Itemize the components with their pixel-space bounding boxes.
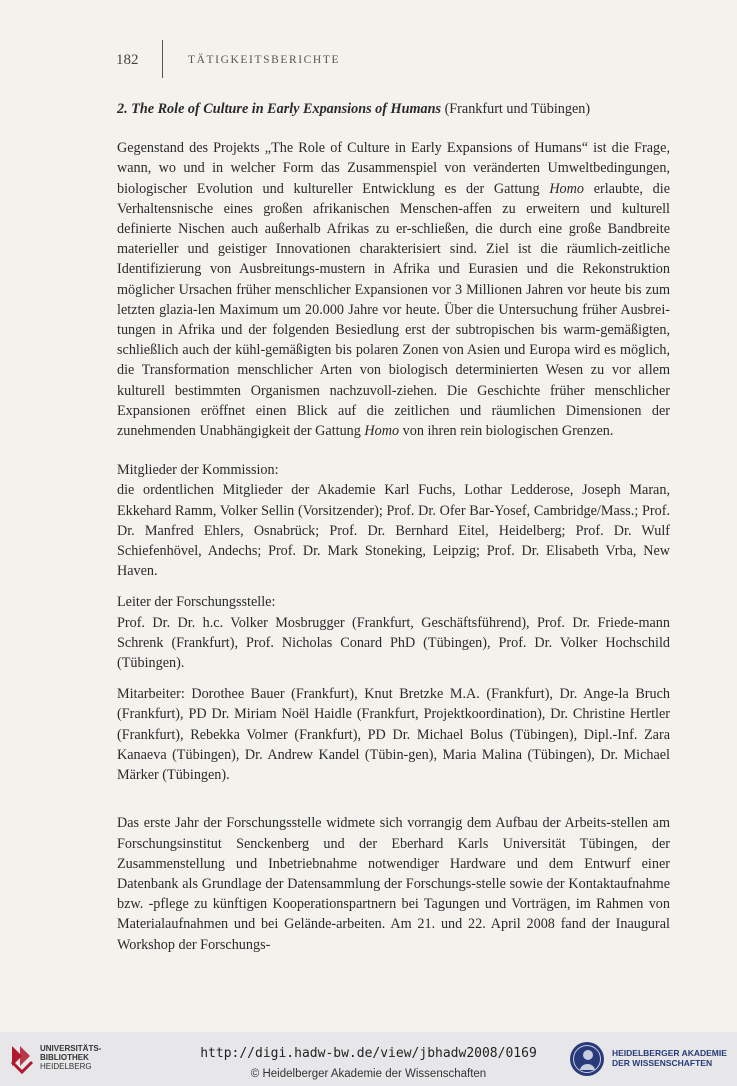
document-body [117, 99, 670, 955]
leaders-label: Leiter der Forschungsstelle: [117, 594, 276, 611]
page-number: 182 [116, 52, 139, 68]
running-title: TÄTIGKEITSBERICHTE [188, 54, 341, 66]
italic-term: Homo [549, 180, 584, 197]
text-run: erlaubte, die Verhaltensnische eines großen afrikanischen Menschen-affen zu erweitern und kulturell definierte Nischen auch außerhalb Afrikas zu er-schließen, die durch eine große Bandbreite materieller und geistiger Innovationen charakterisiert sind. Ziel ist die räumlich-zeitliche Identifizierung von Ausbreitungs-mustern in Afrika und Eurasien und die Rekonstruktion möglicher Ursachen früher menschlicher Expansionen vor 3 Millionen Jahren vor heute bis zum letzten glazia-len Maximum um 20.000 Jahre vor heute. Über die Untersuchung früher Ausbrei-tungen in Afrika und der folgenden Besiedlung erst der subtropischen bis warm-gemäßigten, schließlich auch der kühl-gemäßigten bis polaren Zonen von Asien und Europa wird es möglich, die Transformation menschlicher Arten von biologisch determinierten Wesen zu vor allem kulturell bestimmten Organismen nachzuvoll-ziehen. Die Geschichte früher menschlicher Expansionen eröffnet einen Blick auf die zeitlichen und räumlichen Dimensionen der zunehmenden Unabhängigkeit der Gattung [117, 180, 670, 440]
members-label: Mitglieder der Kommission: [117, 462, 279, 479]
paragraph-first-year: Das erste Jahr der Forschungsstelle widmete sich vorrangig dem Aufbau der Arbeits-stellen am Forschungsinstitut Senckenberg und der Eberhard Karls Universität Tübingen, der Zusammenstellung und Inbetriebnahme notwendiger Hardware und dem Entwurf einer Datenbank als Grundlage der Datensammlung der Forschungs-stelle sowie der Kontaktaufnahme bzw. -pflege zu künftigen Kooperationspartnern bei Tagungen und Vorträgen, im Rahmen von Materialaufnahmen und bei Gelände-arbeiten. Am 21. und 22. April 2008 fand der Inaugural Workshop der Forschungs- [117, 815, 670, 953]
text-run: Gegenstand des Projekts „The Role of Culture in Early Expansions of Humans“ ist die Frage, wann, wo und in welcher Form das Zusammenspiel von veränderten Umweltbedingungen, biologischer Evolution und kultureller Entwicklung es der Gattung [117, 140, 670, 197]
copyright-notice: © Heidelberger Akademie der Wissenschaften [250, 1068, 487, 1080]
section-title: 2. The Role of Culture in Early Expansions of Humans [117, 101, 442, 117]
digitization-footer [0, 1032, 737, 1086]
ub-line3: HEIDELBERG [40, 1062, 92, 1071]
academy-line1: HEIDELBERGER AKADEMIE [612, 1048, 727, 1058]
ub-line2: BIBLIOTHEK [40, 1053, 89, 1062]
permalink-url[interactable]: http://digi.hadw-bw.de/view/jbhadw2008/0169 [200, 1046, 537, 1061]
italic-term: Homo [364, 423, 400, 440]
academy-line2: DER WISSENSCHAFTEN [612, 1058, 713, 1068]
members-list: die ordentlichen Mitglieder der Akademie Karl Fuchs, Lothar Ledderose, Joseph Maran, Ekkehard Ramm, Volker Sellin (Vorsitzender); Prof. Dr. Ofer Bar-Yosef, Cambridge/Mass.; Prof. Dr. Manfred Ehlers, Osnabrück; Prof. Dr. Bernhard Eitel, Heidelberg; Prof. Dr. Wulf Schiefenhövel, Andechs; Prof. Dr. Mark Stoneking, Leipzig; Prof. Dr. Elisabeth Vrba, New Haven. [117, 482, 670, 580]
page-header [116, 52, 676, 72]
leaders-list: Prof. Dr. Dr. h.c. Volker Mosbrugger (Frankfurt, Geschäftsführend), Prof. Dr. Friede-mann Schrenk (Frankfurt), Prof. Nicholas Conard PhD (Tübingen), Prof. Dr. Volker Hochschild (Tübingen). [117, 614, 670, 672]
paragraph-project [117, 138, 670, 441]
academy-seal-icon [568, 1040, 606, 1078]
section-location: (Frankfurt und Tübingen) [444, 101, 591, 117]
section-heading [117, 99, 670, 119]
text-run: von ihren rein biologischen Grenzen. [399, 423, 614, 440]
academy-name [612, 1048, 727, 1068]
ub-line1: UNIVERSITÄTS- [40, 1044, 102, 1053]
header-divider [162, 40, 163, 78]
staff-list: Mitarbeiter: Dorothee Bauer (Frankfurt), Knut Bretzke M.A. (Frankfurt), Dr. Ange-la Bruch (Frankfurt), PD Dr. Miriam Noël Haidle (Frankfurt, Projektkoordination), Dr. Christine Hertler (Frankfurt), Rebekka Volmer (Frankfurt), PD Dr. Michael Bolus (Tübingen), Dipl.-Inf. Zara Kanaeva (Tübingen), Dr. Andrew Kandel (Tübin-gen), Maria Malina (Tübingen), Dr. Michael Märker (Tübingen). [117, 686, 670, 784]
